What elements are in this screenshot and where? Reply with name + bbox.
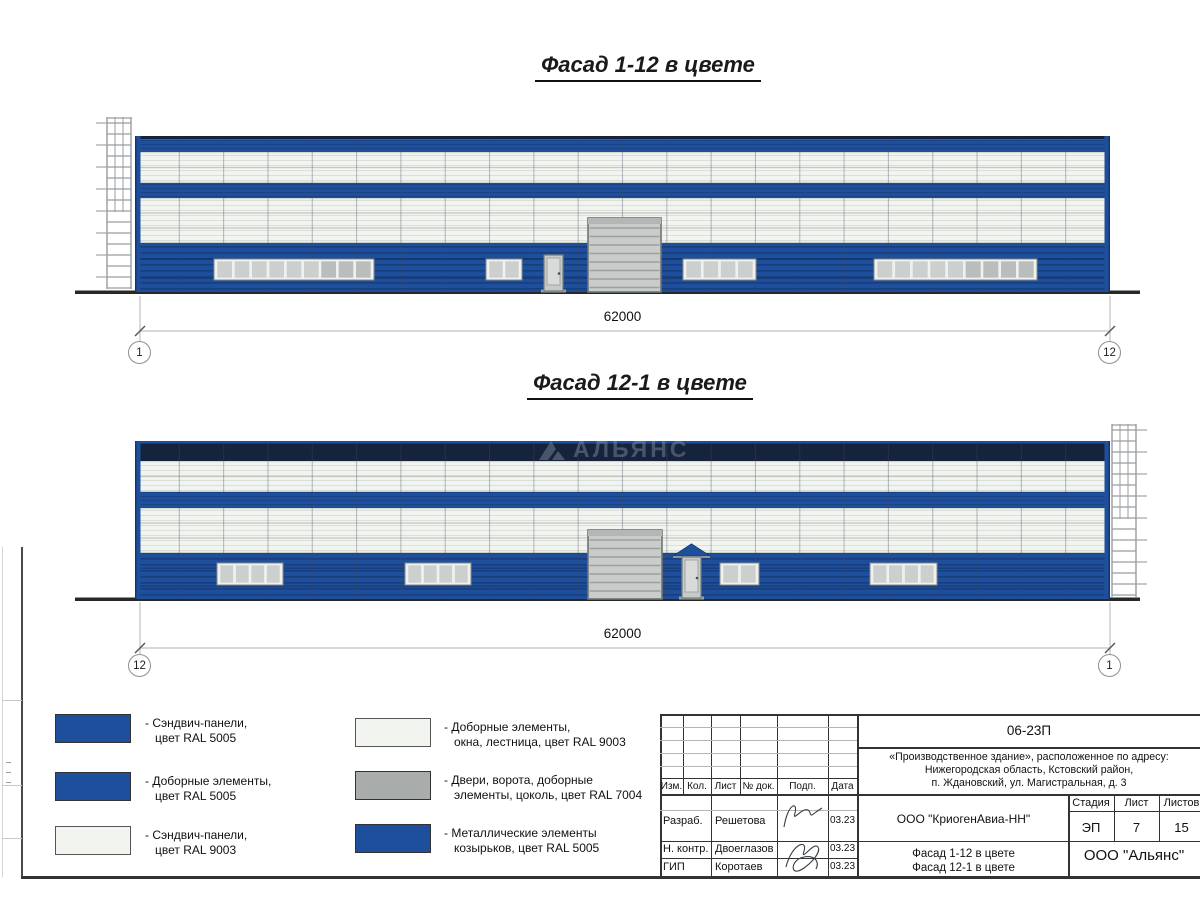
facade1-dimension: 62000 — [603, 309, 642, 324]
window-strip — [720, 563, 759, 585]
facade2-dimension: 62000 — [603, 626, 642, 641]
legend-label: - Доборные элементы, окна, лестница, цвет RAL 9003 — [444, 720, 626, 749]
facade1-axis-right: 12 — [1098, 341, 1121, 364]
legend-swatch-ral7004 — [355, 771, 431, 800]
row1-name: Решетова — [715, 815, 766, 827]
facade1-title: Фасад 1-12 в цвете — [348, 52, 948, 82]
row2-name: Двоеглазов — [715, 843, 774, 855]
sheet-title-line1: Фасад 1-12 в цвете — [912, 848, 1015, 860]
margin-mark — [6, 762, 11, 763]
row1-role: Разраб. — [663, 815, 703, 827]
legend-swatch-ral9003 — [55, 826, 131, 855]
sectional-gate — [588, 218, 661, 292]
signature-scribbles — [778, 795, 828, 877]
row1-date: 03.23 — [829, 815, 856, 826]
window-strip — [405, 563, 471, 585]
org-name: ООО "Альянс" — [1083, 847, 1185, 864]
legend-swatch-ral5005 — [355, 824, 431, 853]
row3-date: 03.23 — [829, 861, 856, 872]
window-strip — [217, 563, 283, 585]
sheet-label: Лист — [1124, 797, 1149, 809]
exterior-ladder — [96, 117, 131, 289]
alliance-watermark — [538, 436, 689, 463]
entrance-door — [541, 255, 566, 293]
row3-role: ГИП — [663, 861, 685, 873]
stage-value: ЭП — [1081, 820, 1101, 835]
window-strip — [214, 259, 374, 280]
legend-swatch-ral9003 — [355, 718, 431, 747]
sheet-value: 7 — [1132, 820, 1141, 835]
doc-code: 06-23П — [1006, 723, 1052, 738]
legend-label: - Сэндвич-панели, цвет RAL 9003 — [145, 828, 248, 857]
sheet-title-line2: Фасад 12-1 в цвете — [912, 862, 1015, 874]
col-list: Лист — [714, 781, 737, 792]
col-data: Дата — [831, 781, 854, 792]
margin-tick — [2, 700, 22, 701]
facade2-axis-left: 12 — [128, 654, 151, 677]
legend-label: - Сэндвич-панели, цвет RAL 5005 — [145, 716, 248, 745]
row2-date: 03.23 — [829, 843, 856, 854]
title-block — [660, 714, 1200, 878]
legend-swatch-ral5005 — [55, 714, 131, 743]
legend-label: - Доборные элементы, цвет RAL 5005 — [145, 774, 272, 803]
address-line3: п. Ждановский, ул. Магистральная, д. 3 — [931, 777, 1127, 789]
margin-mark — [6, 782, 11, 783]
col-kol: Кол. — [687, 781, 707, 792]
col-podp: Подп. — [789, 781, 816, 792]
alliance-logo-icon — [538, 439, 566, 461]
window-strip — [683, 259, 756, 280]
watermark-text: АЛЬЯНС — [573, 436, 690, 462]
legend-swatch-ral5005 — [55, 772, 131, 801]
margin-tick — [2, 838, 22, 839]
col-izm: Изм. — [660, 781, 683, 792]
sectional-gate — [588, 530, 662, 599]
address-line2: Нижегородская область, Кстовский район, — [924, 764, 1134, 776]
row3-name: Коротаев — [715, 861, 763, 873]
window-strip — [874, 259, 1037, 280]
frame-left-line — [21, 547, 23, 878]
address-line1: «Производственное здание», расположенное по адресу: — [889, 751, 1169, 763]
margin-tick — [2, 785, 22, 786]
legend-label: - Двери, ворота, доборные элементы, цоколь, цвет RAL 7004 — [444, 773, 643, 802]
sheets-value: 15 — [1174, 820, 1189, 835]
margin-line-outer — [2, 547, 3, 877]
stage-label: Стадия — [1072, 797, 1110, 809]
window-strip — [486, 259, 522, 280]
company-name: ООО "КриогенАвиа-НН" — [896, 812, 1031, 826]
facade2-axis-right: 1 — [1098, 654, 1121, 677]
sheets-label: Листов — [1163, 797, 1200, 809]
legend-label: - Металлические элементы козырьков, цвет RAL 5005 — [444, 826, 600, 855]
window-strip — [870, 563, 937, 585]
margin-mark — [6, 772, 11, 773]
col-ndok: № док. — [742, 781, 775, 792]
row2-role: Н. контр. — [663, 843, 709, 855]
facade2-title: Фасад 12-1 в цвете — [340, 370, 940, 400]
facade1-axis-left: 1 — [128, 341, 151, 364]
exterior-ladder — [1112, 424, 1147, 597]
